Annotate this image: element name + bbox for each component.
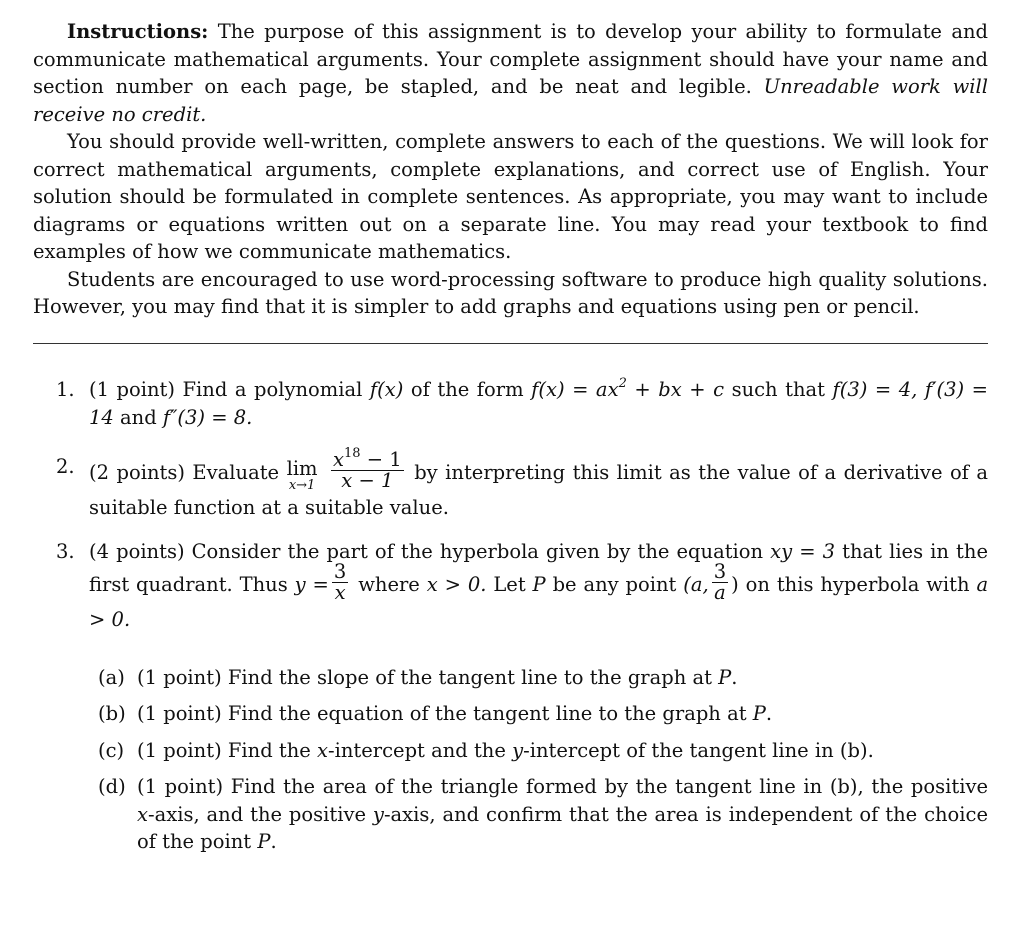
problem-2-number: 2. bbox=[56, 455, 75, 478]
subpart-d bbox=[98, 773, 988, 856]
problem-1-condition-2: f′(3) = 14 bbox=[89, 378, 989, 429]
y-equals: y = bbox=[294, 573, 329, 596]
problem-3-subparts bbox=[89, 664, 988, 856]
subpart-a-text: (1 point) Find the slope of the tangent line to the graph at bbox=[137, 665, 712, 689]
problem-2-points: (2 points) bbox=[89, 461, 185, 484]
problem-1-equation bbox=[531, 375, 725, 401]
subpart-a bbox=[98, 664, 988, 692]
limit-word: lim bbox=[286, 457, 318, 480]
problem-3-text: Consider the part of the hyperbola given by the equation bbox=[191, 539, 764, 563]
problem-1-text: such that bbox=[731, 378, 825, 401]
problem-1-number: 1. bbox=[56, 378, 75, 401]
problem-3-number: 3. bbox=[56, 539, 75, 563]
instructions-section bbox=[33, 18, 988, 321]
subpart-d-x: x bbox=[137, 802, 148, 826]
numerator-exponent: 18 bbox=[344, 445, 361, 461]
limit-fraction bbox=[331, 445, 404, 492]
instructions-warning: Unreadable work will receive no credit. bbox=[33, 75, 989, 126]
subpart-d-text: -axis, and the positive bbox=[148, 802, 367, 826]
subpart-c-text: -intercept and the bbox=[328, 738, 506, 762]
problem-3-text: that lies in the first quadrant. Thus bbox=[89, 539, 988, 596]
subpart-d-y: y bbox=[372, 802, 384, 826]
subpart-c-x: x bbox=[317, 738, 329, 762]
numerator-base: x bbox=[333, 448, 345, 471]
problem-3-text: Let bbox=[493, 573, 526, 596]
problem-1-text: Find a polynomial bbox=[182, 378, 363, 401]
problem-1-eq-exponent: 2 bbox=[618, 375, 627, 391]
subpart-d-var: P bbox=[257, 830, 271, 853]
problem-1-eq-rest: + bx + c bbox=[634, 378, 725, 401]
subpart-c-text: -intercept of the tangent line in (b). bbox=[523, 738, 874, 762]
subpart-c-label: (c) bbox=[98, 738, 125, 762]
problem-3-text: be any point bbox=[552, 573, 677, 596]
point-close: ) bbox=[731, 573, 739, 596]
problem-1-fx: f(x) bbox=[369, 378, 404, 401]
point-fraction-numerator: 3 bbox=[713, 560, 727, 583]
y-fraction-denominator: x bbox=[334, 581, 346, 604]
problem-1-condition-3: f″(3) = 8. bbox=[162, 405, 253, 429]
subpart-c bbox=[98, 737, 988, 765]
limit-denominator: x − 1 bbox=[341, 469, 394, 492]
numerator-rest: − 1 bbox=[366, 448, 402, 471]
limit-operator bbox=[287, 459, 318, 493]
problem-3-text: on this hyperbola with bbox=[745, 573, 970, 596]
subpart-d-text: -axis, and confirm that the area is independent of the choice of the point bbox=[137, 802, 988, 853]
subpart-b bbox=[98, 700, 988, 728]
subpart-b-var: P bbox=[752, 702, 766, 725]
problem-list bbox=[56, 376, 988, 865]
subpart-b-end: . bbox=[765, 702, 773, 725]
instructions-paragraph-3: Students are encouraged to use word-processing software to produce high quality solutions. However, you may find that it is simpler to add graphs and equations using pen or pencil. bbox=[33, 267, 988, 318]
subpart-d-text: (1 point) Find the area of the triangle formed by the tangent line in (b), the positive bbox=[137, 775, 988, 798]
limit-subscript: x→1 bbox=[288, 478, 316, 493]
problem-2-text: Evaluate bbox=[192, 461, 280, 484]
problem-1-points: (1 point) bbox=[89, 378, 175, 401]
point-open: (a, bbox=[683, 573, 709, 596]
instructions-paragraph-1 bbox=[33, 18, 988, 128]
instructions-paragraph-2: You should provide well-written, complete answers to each of the questions. We will look for correct mathematical arguments, complete explanations, and correct use of English. Your solution should be formulated in complete sentences. As appropriate, you may want to include diagrams or equations written out on a separate line. You may read your textbook to find examples of how we communicate mathematics. bbox=[33, 130, 988, 263]
problem-2-text: by interpreting this limit as the value of a derivative of a suitable function at a suitable value. bbox=[89, 461, 988, 519]
problem-3 bbox=[56, 538, 988, 856]
y-fraction bbox=[332, 562, 348, 603]
subpart-a-label: (a) bbox=[98, 665, 125, 689]
a-condition: a > 0. bbox=[89, 573, 989, 631]
point-fraction bbox=[712, 562, 728, 603]
subpart-a-end: . bbox=[731, 665, 738, 689]
subpart-a-var: P bbox=[718, 665, 732, 689]
y-fraction-numerator: 3 bbox=[333, 560, 347, 583]
problem-1-condition-1: f(3) = 4, bbox=[832, 378, 918, 401]
problem-3-points: (4 points) bbox=[89, 539, 185, 563]
subpart-d-end: . bbox=[270, 830, 277, 853]
subpart-d-label: (d) bbox=[98, 775, 126, 798]
problem-1-eq-main: f(x) = ax bbox=[531, 378, 619, 401]
subpart-b-label: (b) bbox=[98, 702, 126, 725]
problem-1-text: of the form bbox=[410, 378, 524, 401]
problem-3-text: where bbox=[358, 573, 420, 596]
point-p: P bbox=[532, 573, 546, 596]
problem-2 bbox=[56, 445, 988, 522]
instructions-text-1: The purpose of this assignment is to develop your ability to formulate and communicate mathematical arguments. Your complete assignment should have your name and section number on each page, be stapled, and be neat and legible. bbox=[33, 20, 988, 98]
subpart-b-text: (1 point) Find the equation of the tangent line to the graph at bbox=[137, 702, 747, 725]
subpart-c-text: (1 point) Find the bbox=[137, 738, 311, 762]
limit-numerator bbox=[331, 445, 404, 471]
section-divider bbox=[33, 343, 988, 344]
problem-1-text: and bbox=[120, 405, 157, 429]
hyperbola-equation: xy = 3 bbox=[770, 539, 836, 563]
subpart-c-y: y bbox=[512, 738, 524, 762]
point-fraction-denominator: a bbox=[714, 581, 726, 604]
instructions-heading: Instructions: bbox=[67, 20, 209, 43]
x-condition: x > 0. bbox=[426, 573, 487, 596]
problem-1 bbox=[56, 376, 988, 431]
